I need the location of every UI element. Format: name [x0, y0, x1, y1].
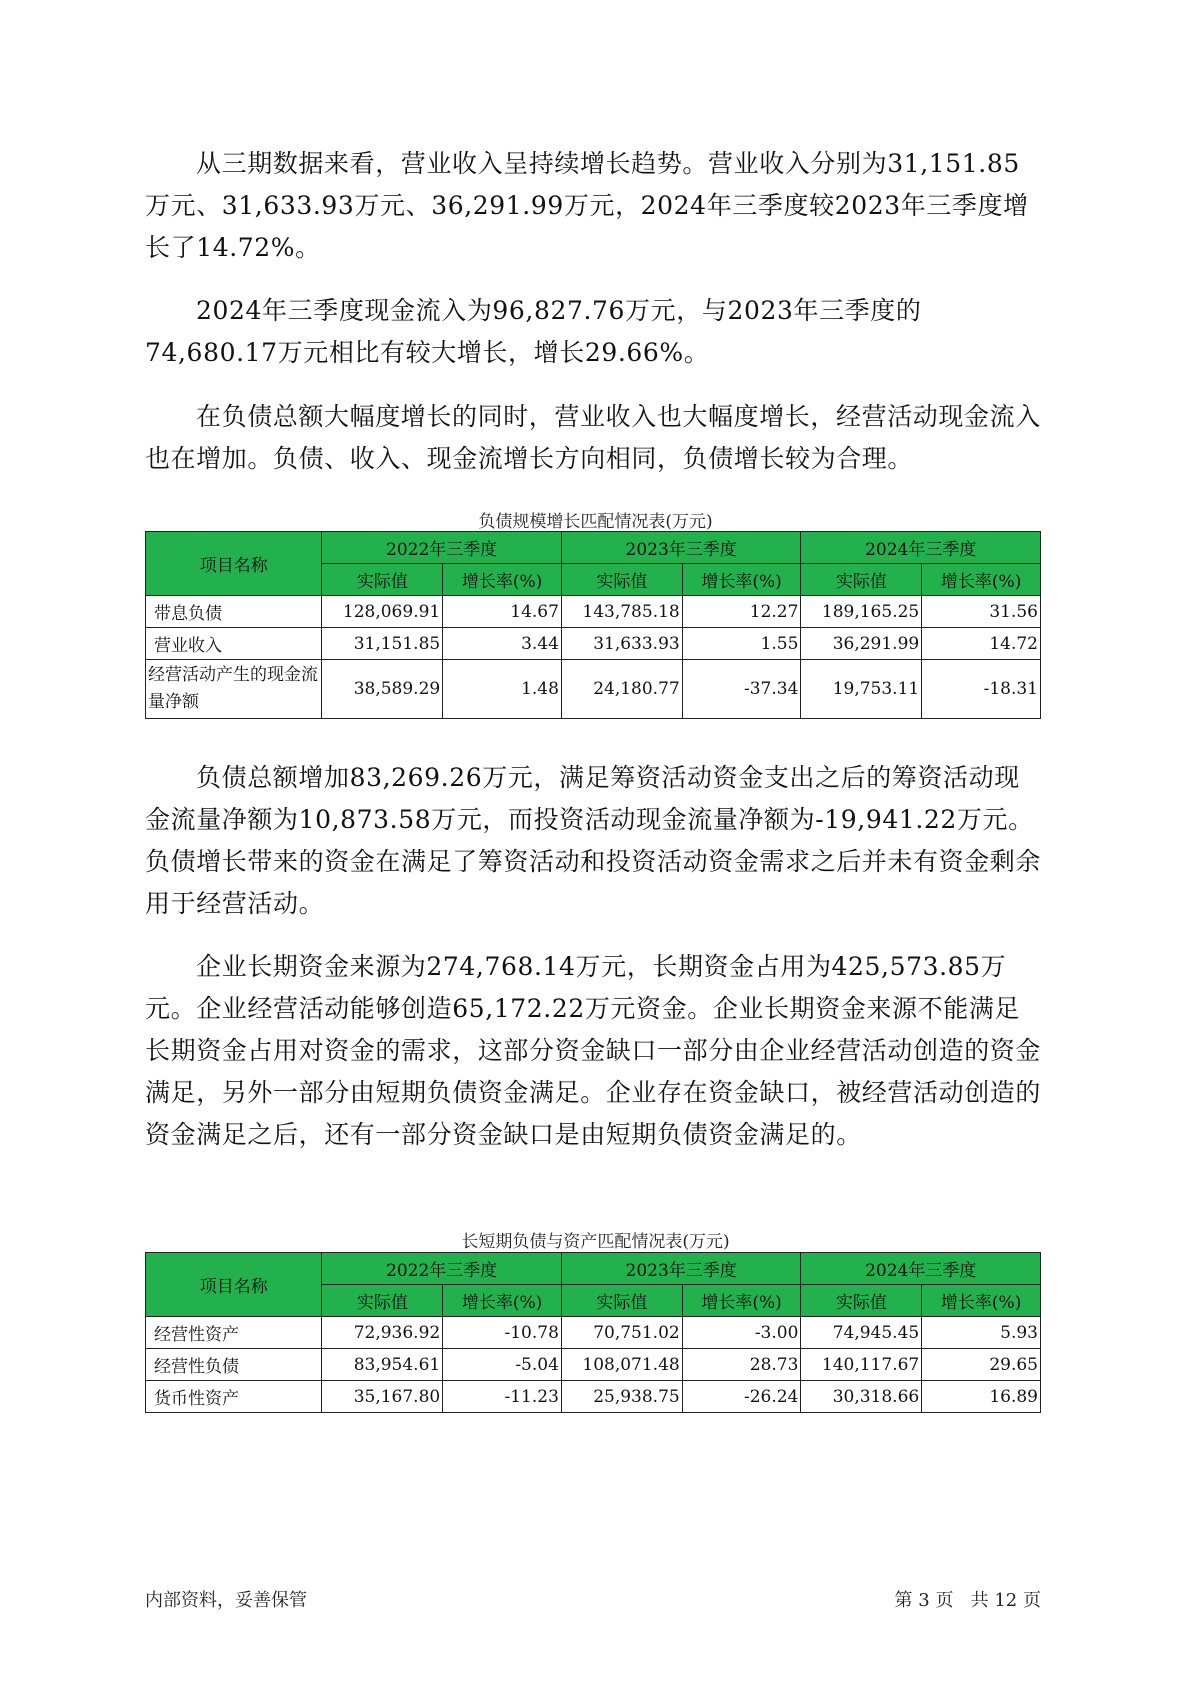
cell-value: 38,589.29: [322, 660, 443, 719]
header-item-name: 项目名称: [146, 1253, 322, 1317]
row-name: 经营性资产: [146, 1317, 322, 1349]
cell-value: 5.93: [922, 1317, 1041, 1349]
table2-caption: 长短期负债与资产匹配情况表(万元): [461, 1232, 730, 1252]
table1-caption: 负债规模增长匹配情况表(万元): [478, 512, 713, 532]
table-row: [146, 1317, 1041, 1349]
header-period-2022: 2022年三季度: [322, 532, 562, 564]
table-row: [146, 660, 1041, 719]
header-period-2024: 2024年三季度: [801, 532, 1041, 564]
cell-value: 143,785.18: [561, 596, 682, 628]
cell-value: 36,291.99: [801, 628, 922, 660]
cell-value: 31,151.85: [322, 628, 443, 660]
row-name: 货币性资产: [146, 1381, 322, 1413]
cell-value: 70,751.02: [561, 1317, 682, 1349]
total-unit: 页: [1023, 1590, 1041, 1611]
header-period-2022: 2022年三季度: [322, 1253, 562, 1285]
cell-value: 28.73: [682, 1349, 801, 1381]
cell-value: 83,954.61: [322, 1349, 443, 1381]
cell-value: 30,318.66: [801, 1381, 922, 1413]
row-name: 带息负债: [146, 596, 322, 628]
paragraph-debt-increase: 负债总额增加83,269.26万元，满足筹资活动资金支出之后的筹资活动现金流量净额为10,873.58万元，而投资活动现金流量净额为-19,941.22万元。负债增长带来的资金在满足了筹资活动和投资活动资金需求之后并未有资金剩余用于经营活动。: [145, 763, 1042, 918]
cell-value: 140,117.67: [801, 1349, 922, 1381]
paragraph-debt-reasonableness: 在负债总额大幅度增长的同时，营业收入也大幅度增长，经营活动现金流入也在增加。负债、收入、现金流增长方向相同，负债增长较为合理。: [145, 402, 1041, 473]
paragraph-long-term-funds: 企业长期资金来源为274,768.14万元，长期资金占用为425,573.85万元。企业经营活动能够创造65,172.22万元资金。企业长期资金来源不能满足长期资金占用对资金的需求，这部分资金缺口一部分由企业经营活动创造的资金满足，另外一部分由短期负债资金满足。企业存在资金缺口，被经营活动创造的资金满足之后，还有一部分资金缺口是由短期负债资金满足的。: [145, 952, 1042, 1149]
cell-value: 74,945.45: [801, 1317, 922, 1349]
cell-value: -10.78: [443, 1317, 562, 1349]
cell-value: -3.00: [682, 1317, 801, 1349]
header-actual: 实际值: [801, 564, 922, 596]
footer-page-number: [895, 1586, 1041, 1612]
cell-value: 1.48: [443, 660, 562, 719]
cell-value: 31.56: [922, 596, 1041, 628]
cell-value: 72,936.92: [322, 1317, 443, 1349]
cell-value: 1.55: [682, 628, 801, 660]
page-label: 第: [894, 1590, 913, 1611]
header-growth: 增长率(%): [682, 1285, 801, 1317]
cell-value: 16.89: [922, 1381, 1041, 1413]
header-actual: 实际值: [561, 564, 682, 596]
header-growth: 增长率(%): [922, 564, 1041, 596]
cell-value: -5.04: [443, 1349, 562, 1381]
page-total: 12: [994, 1590, 1018, 1611]
cell-value: 189,165.25: [801, 596, 922, 628]
cell-value: 19,753.11: [801, 660, 922, 719]
cell-value: 29.65: [922, 1349, 1041, 1381]
row-name: 经营活动产生的现金流量净额: [146, 660, 322, 719]
header-actual: 实际值: [322, 1285, 443, 1317]
header-actual: 实际值: [801, 1285, 922, 1317]
footer-confidential-note: 内部资料，妥善保管: [145, 1590, 307, 1611]
debt-asset-match-table: [145, 1252, 1041, 1413]
cell-value: 128,069.91: [322, 596, 443, 628]
cell-value: -26.24: [682, 1381, 801, 1413]
header-actual: 实际值: [561, 1285, 682, 1317]
row-name: 营业收入: [146, 628, 322, 660]
table-row: [146, 596, 1041, 628]
cell-value: 25,938.75: [561, 1381, 682, 1413]
cell-value: 108,071.48: [561, 1349, 682, 1381]
table-row: [146, 1381, 1041, 1413]
cell-value: 24,180.77: [561, 660, 682, 719]
table-row: [146, 1349, 1041, 1381]
header-growth: 增长率(%): [682, 564, 801, 596]
cell-value: 14.67: [443, 596, 562, 628]
cell-value: -18.31: [922, 660, 1041, 719]
row-name: 经营性负债: [146, 1349, 322, 1381]
header-period-2023: 2023年三季度: [561, 1253, 801, 1285]
cell-value: 14.72: [922, 628, 1041, 660]
paragraph-cash-inflow: 2024年三季度现金流入为96,827.76万元，与2023年三季度的74,680.17万元相比有较大增长，增长29.66%。: [145, 296, 922, 367]
cell-value: 3.44: [443, 628, 562, 660]
header-period-2023: 2023年三季度: [561, 532, 801, 564]
cell-value: 31,633.93: [561, 628, 682, 660]
header-growth: 增长率(%): [922, 1285, 1041, 1317]
header-actual: 实际值: [322, 564, 443, 596]
header-growth: 增长率(%): [443, 564, 562, 596]
header-item-name: 项目名称: [146, 532, 322, 596]
debt-growth-match-table: [145, 531, 1041, 719]
paragraph-revenue-trend: 从三期数据来看，营业收入呈持续增长趋势。营业收入分别为31,151.85万元、31,633.93万元、36,291.99万元，2024年三季度较2023年三季度增长了14.72%。: [145, 149, 1029, 262]
page-unit: 页: [935, 1590, 954, 1611]
header-period-2024: 2024年三季度: [801, 1253, 1041, 1285]
header-growth: 增长率(%): [443, 1285, 562, 1317]
cell-value: -11.23: [443, 1381, 562, 1413]
page-current: 3: [918, 1590, 930, 1611]
cell-value: 35,167.80: [322, 1381, 443, 1413]
table-row: [146, 628, 1041, 660]
cell-value: -37.34: [682, 660, 801, 719]
cell-value: 12.27: [682, 596, 801, 628]
total-label: 共: [970, 1590, 989, 1611]
